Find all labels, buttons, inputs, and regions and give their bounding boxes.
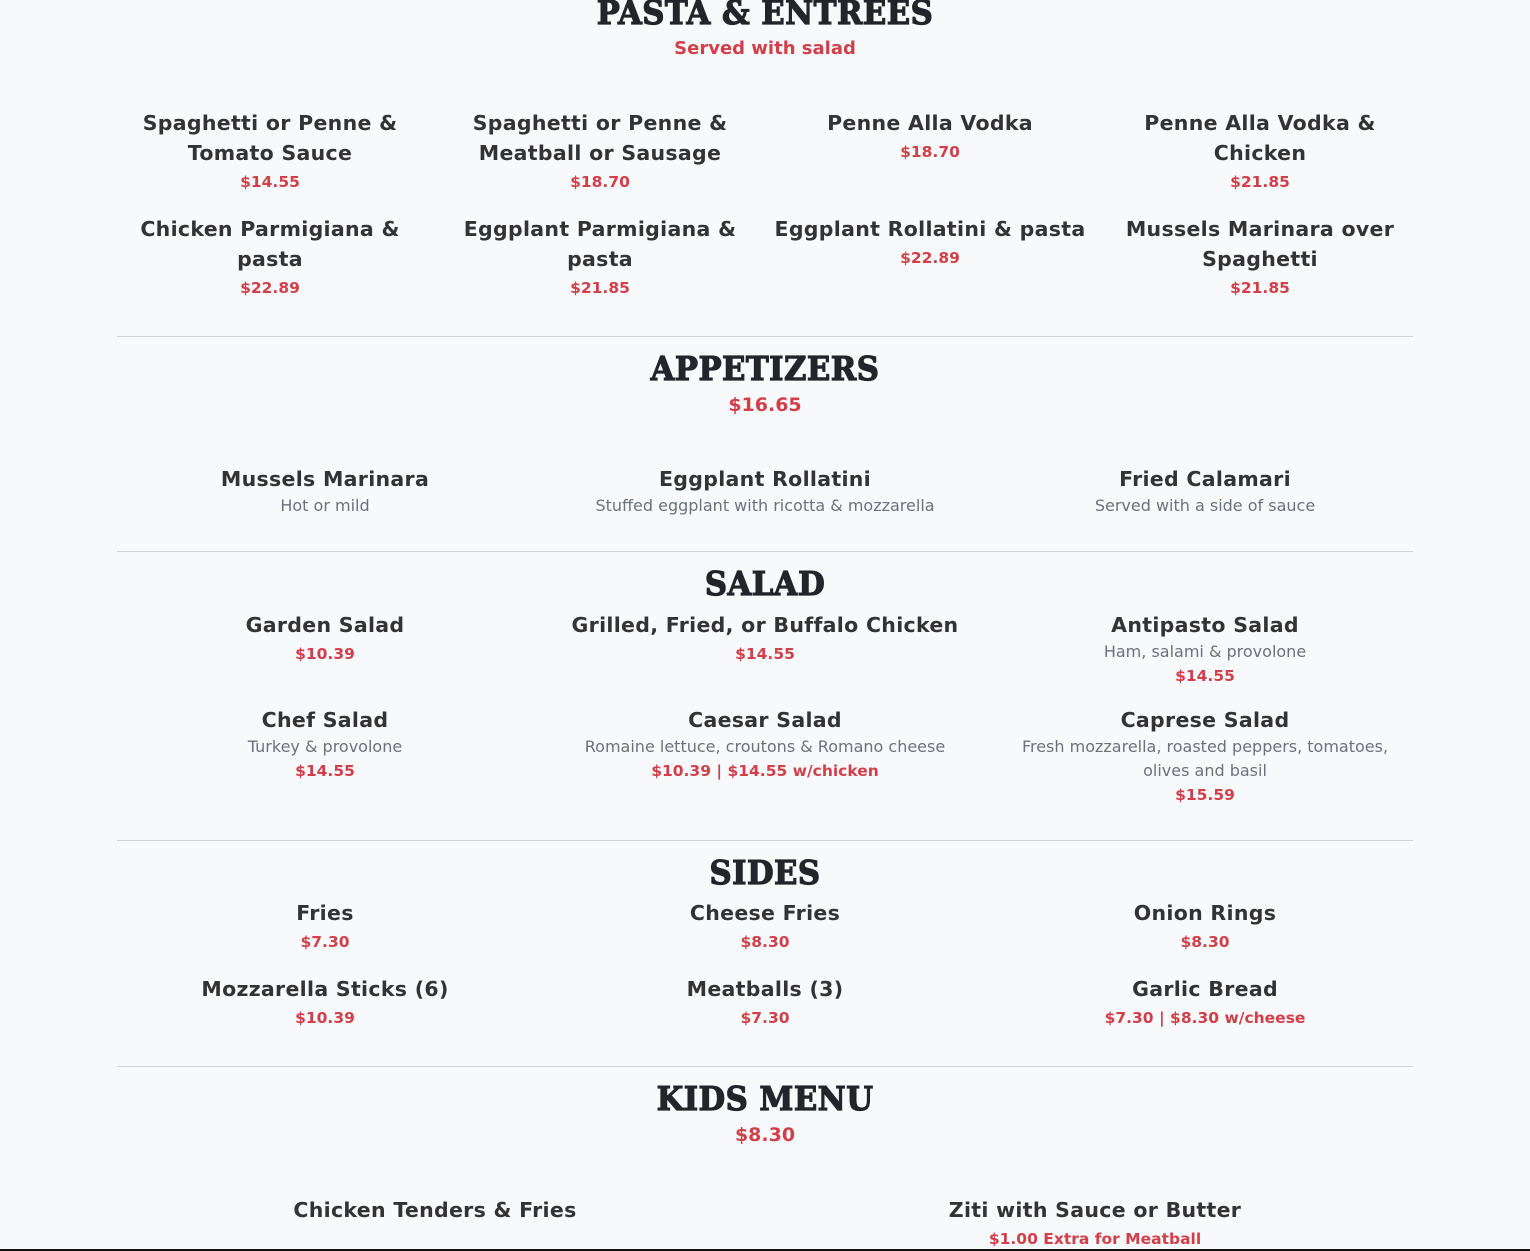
- section-title-sides: SIDES: [709, 853, 821, 892]
- menu-item: [235, 1195, 635, 1225]
- section-divider: [117, 551, 1413, 552]
- item-price: $22.89: [240, 279, 300, 297]
- item-name: Fries: [296, 901, 354, 925]
- item-name: Garlic Bread: [1132, 977, 1278, 1001]
- item-name: Caprese Salad: [1120, 708, 1290, 732]
- menu-item: [895, 1195, 1295, 1249]
- menu-item: [125, 108, 415, 194]
- menu-item: [585, 898, 945, 954]
- section-price-appetizers: $16.65: [728, 394, 802, 416]
- item-desc: Served with a side of sauce: [1094, 496, 1316, 515]
- item-price: $21.85: [1230, 173, 1290, 191]
- item-name: Chicken Parmigiana & pasta: [140, 217, 400, 271]
- item-name: Spaghetti or Penne & Tomato Sauce: [142, 111, 398, 165]
- menu-item: [775, 108, 1085, 164]
- item-desc: Hot or mild: [280, 496, 370, 515]
- menu-item: [145, 464, 505, 518]
- section-price-kids: $8.30: [734, 1124, 796, 1146]
- item-price: $15.59: [1175, 786, 1235, 804]
- item-price: $18.70: [900, 143, 960, 161]
- item-name: Mussels Marinara over Spaghetti: [1125, 217, 1395, 271]
- section-title-appetizers: APPETIZERS: [650, 349, 880, 388]
- menu-item: [565, 705, 965, 783]
- menu-item: [770, 214, 1090, 270]
- item-desc: Ham, salami & provolone: [1103, 642, 1307, 661]
- item-name: Spaghetti or Penne & Meatball or Sausage: [472, 111, 728, 165]
- menu-item: [1025, 898, 1385, 954]
- item-desc: Turkey & provolone: [247, 737, 403, 756]
- menu-item: [555, 610, 975, 666]
- item-name: Fried Calamari: [1119, 467, 1291, 491]
- item-name: Grilled, Fried, or Buffalo Chicken: [571, 613, 959, 637]
- menu-item: [1025, 610, 1385, 688]
- item-price: $7.30: [740, 1009, 790, 1027]
- item-price: $14.55: [1175, 667, 1235, 685]
- item-name: Eggplant Parmigiana & pasta: [463, 217, 737, 271]
- item-price: $7.30: [300, 933, 350, 951]
- section-title-pasta: PASTA & ENTREES: [596, 0, 934, 32]
- item-name: Eggplant Rollatini: [658, 467, 872, 491]
- menu-item: [1015, 705, 1395, 807]
- item-price: $14.55: [240, 173, 300, 191]
- item-name: Mussels Marinara: [220, 467, 430, 491]
- menu-item: [125, 214, 415, 300]
- item-name: Chicken Tenders & Fries: [293, 1198, 577, 1222]
- item-price: $22.89: [900, 249, 960, 267]
- menu-item: [145, 705, 505, 783]
- section-divider: [117, 840, 1413, 841]
- item-price: $1.00 Extra for Meatball: [988, 1230, 1202, 1248]
- menu-item: [145, 974, 505, 1030]
- item-price: $10.39: [295, 1009, 355, 1027]
- menu-item: [1025, 464, 1385, 518]
- item-name: Meatballs (3): [686, 977, 844, 1001]
- item-price: $14.55: [295, 762, 355, 780]
- item-name: Caesar Salad: [688, 708, 842, 732]
- item-price: $10.39 | $14.55 w/chicken: [651, 762, 879, 780]
- item-price: $10.39: [295, 645, 355, 663]
- item-price: $14.55: [735, 645, 795, 663]
- item-desc: Stuffed eggplant with ricotta & mozzarella: [595, 496, 935, 515]
- item-name: Antipasto Salad: [1111, 613, 1299, 637]
- menu-item: [1115, 108, 1405, 194]
- menu-item: [145, 610, 505, 666]
- item-price: $7.30 | $8.30 w/cheese: [1104, 1009, 1306, 1027]
- item-name: Chef Salad: [261, 708, 389, 732]
- item-price: $18.70: [570, 173, 630, 191]
- item-name: Cheese Fries: [689, 901, 841, 925]
- menu-item: [1025, 974, 1385, 1030]
- menu-item: [585, 974, 945, 1030]
- menu-item: [455, 214, 745, 300]
- item-name: Penne Alla Vodka: [827, 111, 1033, 135]
- menu-item: [145, 898, 505, 954]
- section-title-kids: KIDS MENU: [656, 1079, 874, 1118]
- item-price: $8.30: [1180, 933, 1230, 951]
- section-divider: [117, 336, 1413, 337]
- menu-item: [1115, 214, 1405, 300]
- section-title-salad: SALAD: [704, 564, 826, 603]
- item-desc: Fresh mozzarella, roasted peppers, tomatoes, olives and basil: [1021, 737, 1389, 780]
- item-name: Eggplant Rollatini & pasta: [774, 217, 1086, 241]
- section-subtitle-pasta: Served with salad: [674, 38, 856, 59]
- menu-item: [565, 464, 965, 518]
- item-desc: Romaine lettuce, croutons & Romano cheese: [584, 737, 946, 756]
- item-name: Mozzarella Sticks (6): [201, 977, 449, 1001]
- menu-item: [455, 108, 745, 194]
- item-price: $21.85: [570, 279, 630, 297]
- item-price: $8.30: [740, 933, 790, 951]
- item-name: Ziti with Sauce or Butter: [948, 1198, 1242, 1222]
- section-divider: [117, 1066, 1413, 1067]
- item-name: Penne Alla Vodka & Chicken: [1144, 111, 1376, 165]
- item-price: $21.85: [1230, 279, 1290, 297]
- item-name: Garden Salad: [245, 613, 405, 637]
- item-name: Onion Rings: [1133, 901, 1277, 925]
